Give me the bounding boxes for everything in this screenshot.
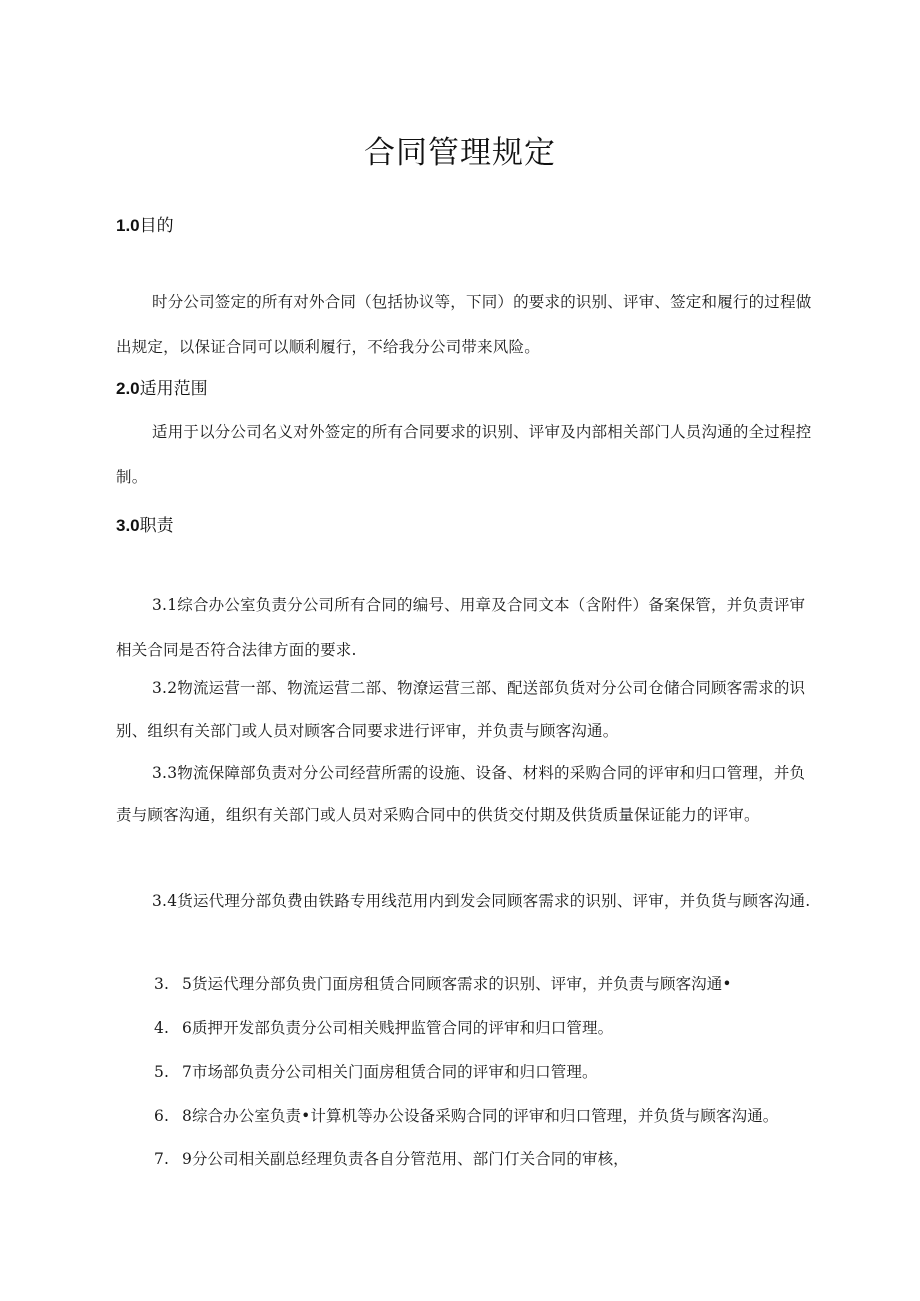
section-heading-scope xyxy=(116,377,208,401)
item-marker: 6. xyxy=(154,1107,169,1125)
duty-item xyxy=(154,1147,834,1171)
item-text: 7市场部负责分公司相关门面房租赁合同的评审和归口管理。 xyxy=(182,1063,598,1081)
item-text: 6质押开发部负责分公司相关贱押监管合同的评审和归口管理。 xyxy=(182,1019,614,1037)
section-heading-duties xyxy=(116,514,174,538)
duty-paragraph-3-1: 3.1综合办公室负责分公司所有合同的编号、用章及合同文本（含附件）备案保管，并负责评审相关合同是否符合法律方面的要求. xyxy=(116,596,806,659)
duty-paragraph-3-3: 3.3物流保障部负责对分公司经营所需的设施、设备、材料的采购合同的评审和归口管理，并负责与顾客沟通，组织有关部门或人员对采购合同中的供货交付期及供货质量保证能力的评审。 xyxy=(116,764,806,824)
item-text: 9分公司相关副总经理负责各自分管范用、部门仃关合同的审核， xyxy=(182,1150,629,1168)
section-number: 1.0 xyxy=(116,216,140,235)
purpose-paragraph: 时分公司签定的所有对外合同（包括协议等，下同）的要求的识别、评审、签定和履行的过程做出规定，以保证合同可以顺利履行，不给我分公司带来风险。 xyxy=(116,293,812,356)
duty-item xyxy=(154,972,834,996)
item-marker: 3. xyxy=(154,975,169,993)
scope-paragraph: 适用于以分公司名义对外签定的所有合同要求的识别、评审及内部相关部门人员沟通的全过程控制。 xyxy=(116,423,812,486)
duty-item xyxy=(154,1016,834,1040)
section-number: 2.0 xyxy=(116,379,140,398)
section-number: 3.0 xyxy=(116,516,140,535)
item-marker: 4. xyxy=(154,1019,169,1037)
item-text: 8综合办公室负责•计算机等办公设备采购合同的评审和归口管理，并负货与顾客沟通。 xyxy=(182,1107,779,1125)
duty-item xyxy=(154,1104,834,1128)
duty-item xyxy=(154,1060,834,1084)
section-heading-purpose xyxy=(116,214,174,238)
item-marker: 5. xyxy=(154,1063,169,1081)
item-marker: 7. xyxy=(154,1150,169,1168)
section-label: 目的 xyxy=(139,216,174,236)
duty-paragraph-3-2: 3.2物流运营一部、物流运营二部、物潦运营三部、配送部负货对分公司仓储合同顾客需求的识别、组织有关部门或人员对顾客合同要求进行评审，并负责与顾客沟通。 xyxy=(116,679,806,740)
document-title: 合同管理规定 xyxy=(364,135,556,171)
section-label: 职责 xyxy=(139,516,174,536)
item-text: 5货运代理分部负贵门面房租赁合同顾客需求的识别、评审，并负责与顾客沟通• xyxy=(182,975,732,993)
section-label: 适用范围 xyxy=(139,379,208,399)
duty-paragraph-3-4: 3.4货运代理分部负费由铁路专用线范用内到发会同顾客需求的识别、评审，并负货与顾客沟通. xyxy=(152,892,811,910)
